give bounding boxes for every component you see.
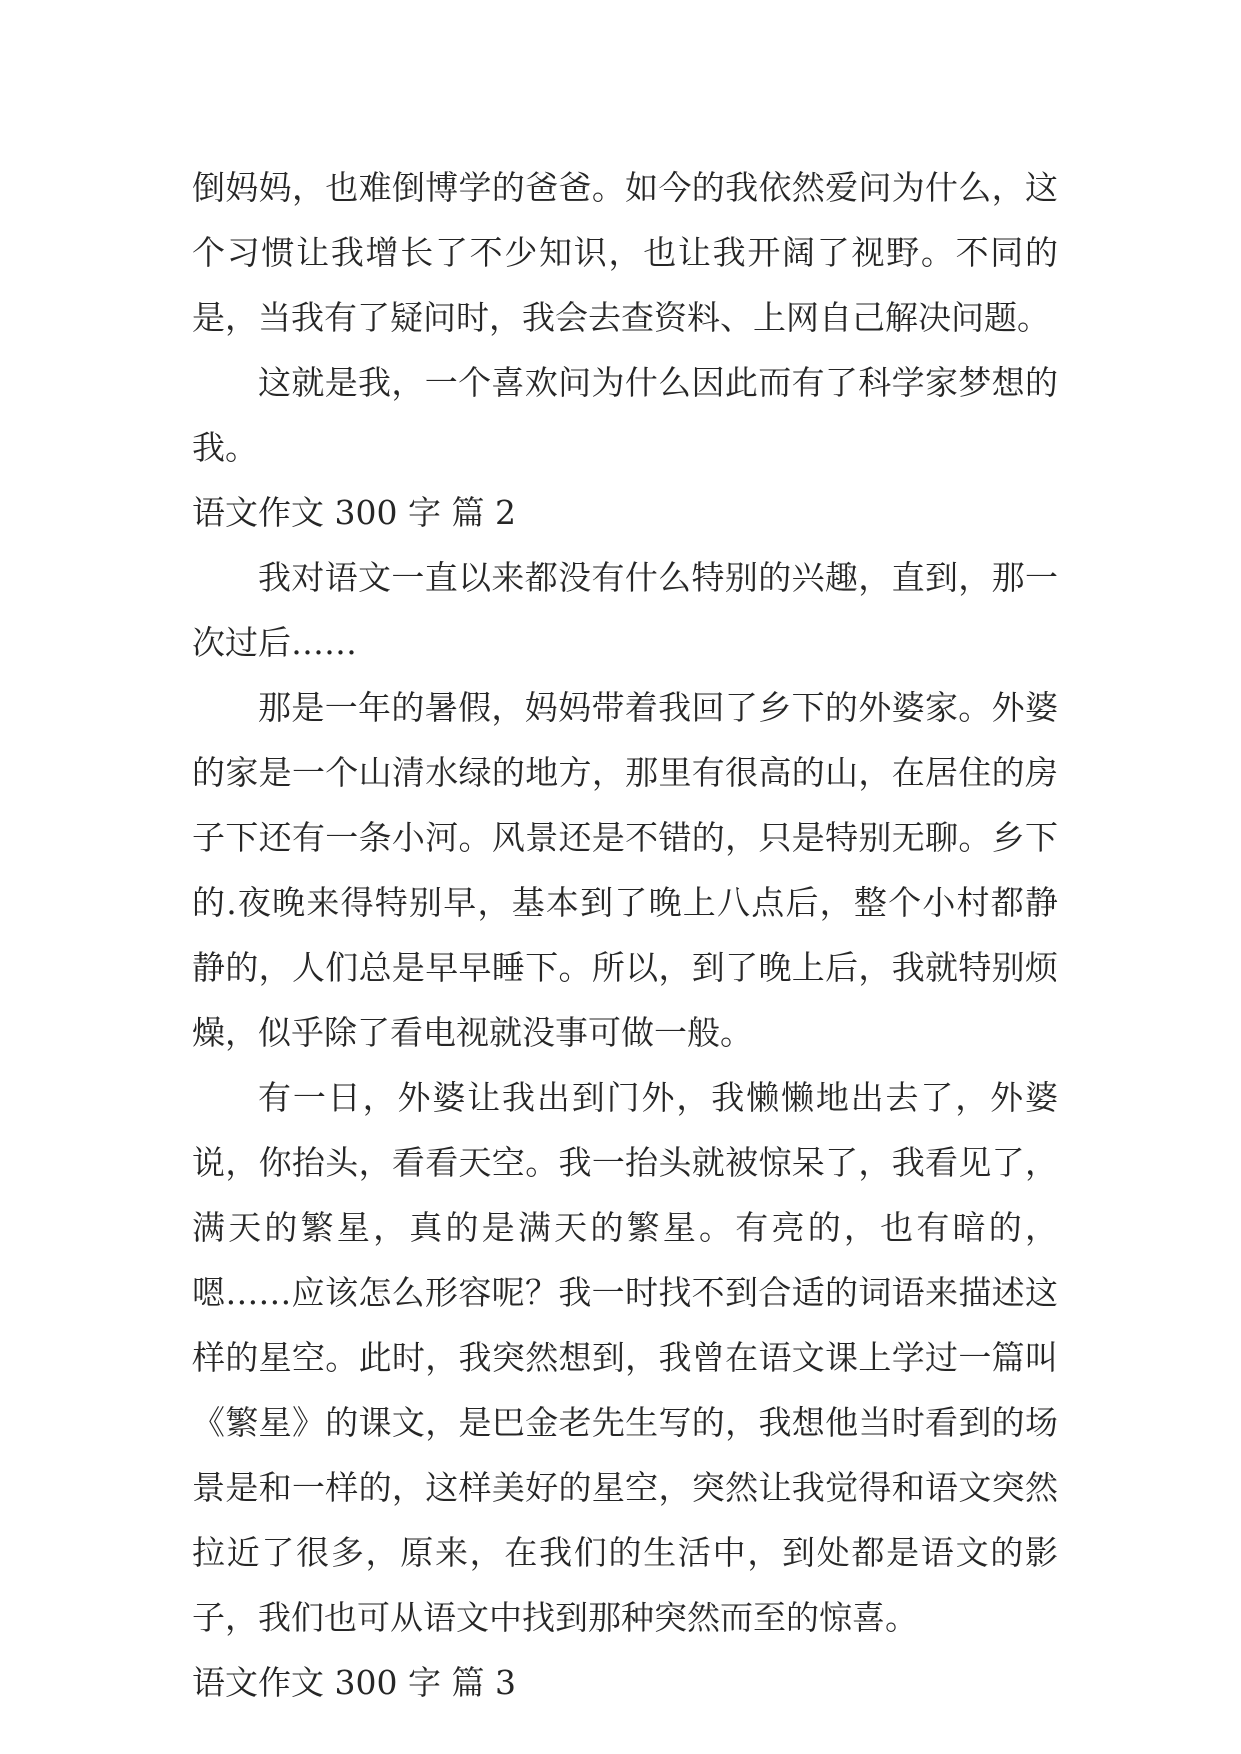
paragraph-stars: 有一日，外婆让我出到门外，我懒懒地出去了，外婆说，你抬头，看看天空。我一抬头就被惊呆了，我看见了，满天的繁星，真的是满天的繁星。有亮的，也有暗的，嗯……应该怎么形容呢？我一时找不到合适的词语来描述这样的星空。此时，我突然想到，我曾在语文课上学过一篇叫《繁星》的课文，是巴金老先生写的，我想他当时看到的场景是和一样的，这样美好的星空，突然让我觉得和语文突然拉近了很多，原来，在我们的生活中，到处都是语文的影子，我们也可从语文中找到那种突然而至的惊喜。 [192,1078,1058,1637]
paragraph-intro: 我对语文一直以来都没有什么特别的兴趣，直到，那一次过后…… [192,558,1058,662]
section-heading-2: 语文作文 300 字 篇 2 [192,493,516,532]
paragraph-summer: 那是一年的暑假，妈妈带着我回了乡下的外婆家。外婆的家是一个山清水绿的地方，那里有很高的山，在居住的房子下还有一条小河。风景还是不错的，只是特别无聊。乡下的.夜晚来得特别早，基本到了晚上八点后，整个小村都静静的，人们总是早早睡下。所以，到了晚上后，我就特别烦燥，似乎除了看电视就没事可做一般。 [192,688,1058,1052]
section-heading-3: 语文作文 300 字 篇 3 [192,1663,516,1702]
paragraph-continuation: 倒妈妈，也难倒博学的爸爸。如今的我依然爱问为什么，这个习惯让我增长了不少知识，也让我开阔了视野。不同的是，当我有了疑问时，我会去查资料、上网自己解决问题。 [192,168,1058,337]
paragraph-conclusion: 这就是我，一个喜欢问为什么因此而有了科学家梦想的我。 [192,363,1058,467]
document-body [192,155,1058,1715]
